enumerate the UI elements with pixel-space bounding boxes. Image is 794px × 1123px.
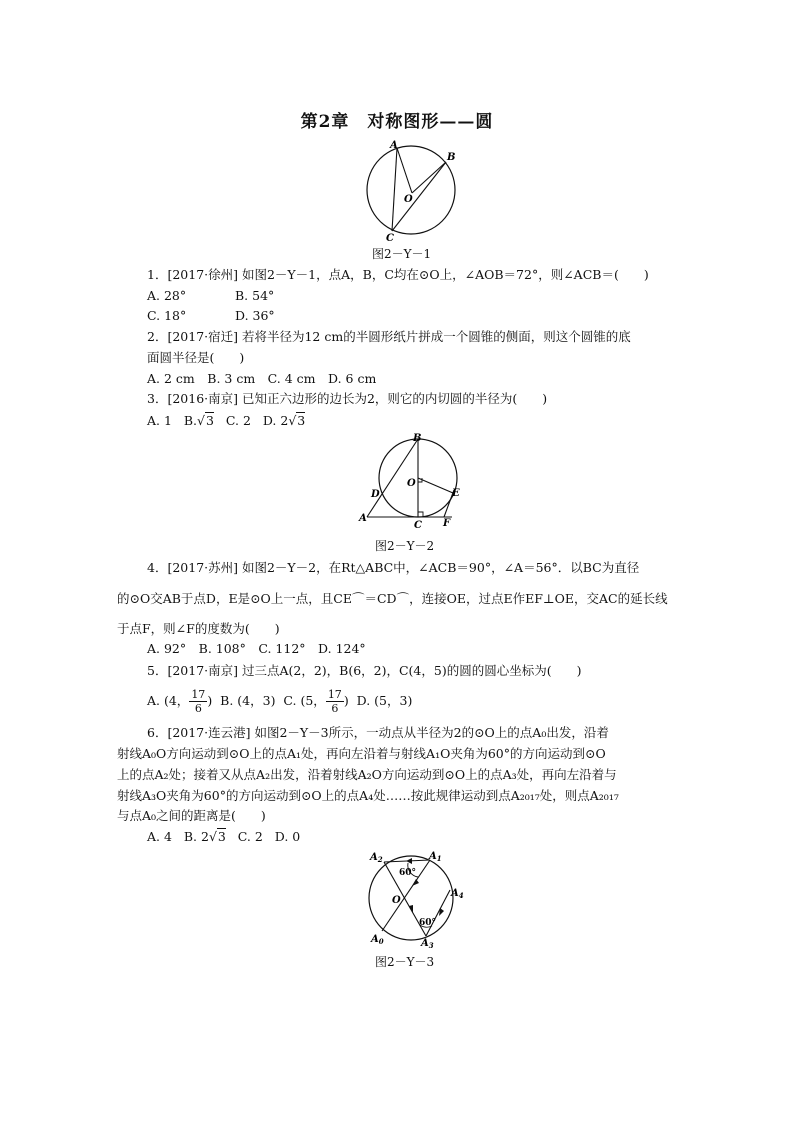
- q6-text-line4: 射线A₃O夹角为60°的方向运动到⊙O上的点A₄处……按此规律运动到点A₂₀₁₇处，则点A₂₀₁₇: [117, 788, 619, 803]
- q4-text-line2: 的⊙O交AB于点D，E是⊙O上一点，且CE⌒＝CD⌒，连接OE，过点E作EF⊥OE，交AC的延长线: [117, 591, 668, 606]
- fig3-label-o: O: [392, 895, 401, 906]
- q1-option-a: A. 28°: [147, 288, 187, 303]
- q6-option-b-radicand: 3: [217, 829, 226, 844]
- q5-option-d: D. (5，3): [356, 693, 413, 708]
- figure-2-caption: 图2－Y－2: [375, 539, 435, 553]
- fig3-label-a3: $A_3$: [421, 938, 434, 950]
- fig3-label-a2: $A_2$: [370, 852, 383, 864]
- fig2-label-o: O: [407, 478, 416, 489]
- fig1-label-o: O: [404, 194, 413, 205]
- fig2-label-e: E: [452, 488, 460, 499]
- q5-option-a: A. (4，: [147, 693, 190, 708]
- q6-text-line2: 射线A₀O方向运动到⊙O上的点A₁处，再向左沿着与射线A₁O夹角为60°的方向运动到⊙O: [117, 746, 606, 761]
- fig2-label-c: C: [414, 520, 422, 530]
- q5-option-a-denominator: 6: [194, 702, 202, 715]
- fig3-label-a1: $A_1$: [429, 851, 442, 863]
- q3-option-c: C. 2: [225, 413, 251, 428]
- fig1-label-b: B: [447, 152, 456, 163]
- q5-option-b: B. (4，3): [220, 693, 276, 708]
- fig3-chord-a3a4: [426, 890, 450, 936]
- fig1-line-ob: [412, 162, 446, 193]
- q1-text: 1．[2017·徐州] 如图2－Y－1，点A，B，C均在⊙O上，∠AOB＝72°，则∠ACB＝( ): [147, 267, 649, 282]
- q3-option-b-radicand: 3: [206, 413, 214, 428]
- q6-text-line1: 6．[2017·连云港] 如图2－Y－3所示，一动点从半径为2的⊙O上的点A₀出发，沿着: [147, 725, 609, 740]
- q5-option-c: C. (5，: [283, 693, 326, 708]
- q5-option-c-denominator: 6: [331, 702, 339, 715]
- page-title: 第2章 对称图形——圆: [300, 112, 494, 132]
- q1-option-b: B. 54°: [235, 288, 275, 303]
- fig1-line-ac: [392, 148, 397, 231]
- q6-option-b: B. 2: [183, 829, 209, 844]
- q5-option-a-end: ): [207, 693, 213, 708]
- fig1-line-ao: [397, 148, 412, 193]
- figure-1: [360, 138, 460, 243]
- fig3-label-a0: $A_0$: [371, 934, 384, 946]
- q6-option-d: D. 0: [274, 829, 301, 844]
- fig3-arrow-a1a2: [406, 858, 412, 864]
- fig3-label-angle-top: 60°: [399, 868, 417, 878]
- q4-options: A. 92° B. 108° C. 112° D. 124°: [147, 641, 366, 656]
- fig3-arrow-a2a3: [409, 905, 413, 913]
- fig2-label-f: F: [443, 518, 451, 529]
- q5-options: [147, 684, 412, 718]
- q1-option-d: D. 36°: [235, 308, 275, 323]
- q3-options: A. 1 B.√3 C. 2 D. 2√3: [147, 413, 306, 428]
- figure-2: [356, 432, 468, 530]
- figure-1-caption: 图2－Y－1: [372, 247, 432, 261]
- q2-text-line1: 2．[2017·宿迁] 若将半径为12 cm的半圆形纸片拼成一个圆锥的侧面，则这个圆锥的底: [147, 329, 631, 344]
- q2-text-line2: 面圆半径是( ): [147, 350, 245, 365]
- q3-option-a: A. 1: [147, 413, 172, 428]
- q3-option-d: D. 2: [262, 413, 289, 428]
- q5-text: 5．[2017·南京] 过三点A(2，2)，B(6，2)，C(4，5)的圆的圆心坐标为( ): [147, 663, 582, 678]
- q5-option-a-fraction: [189, 688, 207, 715]
- fig2-label-a: A: [359, 513, 367, 524]
- q2-options: A. 2 cm B. 3 cm C. 4 cm D. 6 cm: [147, 371, 377, 386]
- fig1-line-bc: [392, 162, 446, 231]
- fig2-label-d: D: [371, 489, 380, 500]
- q3-text: 3．[2016·南京] 已知正六边形的边长为2，则它的内切圆的半径为( ): [147, 391, 548, 406]
- q4-text-line3: 于点F，则∠F的度数为( ): [117, 621, 280, 636]
- q3-option-b: B.: [183, 413, 198, 428]
- q6-options: A. 4 B. 2√3 C. 2 D. 0: [147, 829, 301, 844]
- q5-option-c-fraction: [326, 688, 344, 715]
- fig2-label-b: B: [413, 433, 422, 444]
- q6-text-line3: 上的点A₂处；接着又从点A₂出发，沿着射线A₂O方向运动到⊙O上的点A₃处，再向左沿着与: [117, 767, 617, 782]
- fig3-label-angle-bottom: 60°: [419, 918, 437, 928]
- q6-option-a: A. 4: [147, 829, 172, 844]
- q6-option-c: C. 2: [237, 829, 263, 844]
- figure-3-caption: 图2－Y－3: [375, 955, 435, 969]
- fig2-line-oe: [418, 478, 453, 493]
- fig3-arrow-a0a1: [412, 879, 419, 886]
- q5-option-a-numerator: 17: [191, 688, 206, 701]
- q1-option-c: C. 18°: [147, 308, 187, 323]
- q3-option-d-radicand: 3: [297, 413, 306, 428]
- figure-3: [356, 848, 468, 950]
- q5-option-c-numerator: 17: [327, 688, 342, 701]
- fig3-label-a4: $A_4$: [451, 888, 464, 900]
- q5-option-c-end: ): [343, 693, 349, 708]
- fig1-label-a: A: [390, 140, 398, 151]
- q6-text-line5: 与点A₀之间的距离是( ): [117, 808, 266, 823]
- fig1-label-c: C: [386, 233, 394, 243]
- q4-text-line1: 4．[2017·苏州] 如图2－Y－2，在Rt△ABC中，∠ACB＝90°，∠A＝56°．以BC为直径: [147, 560, 640, 575]
